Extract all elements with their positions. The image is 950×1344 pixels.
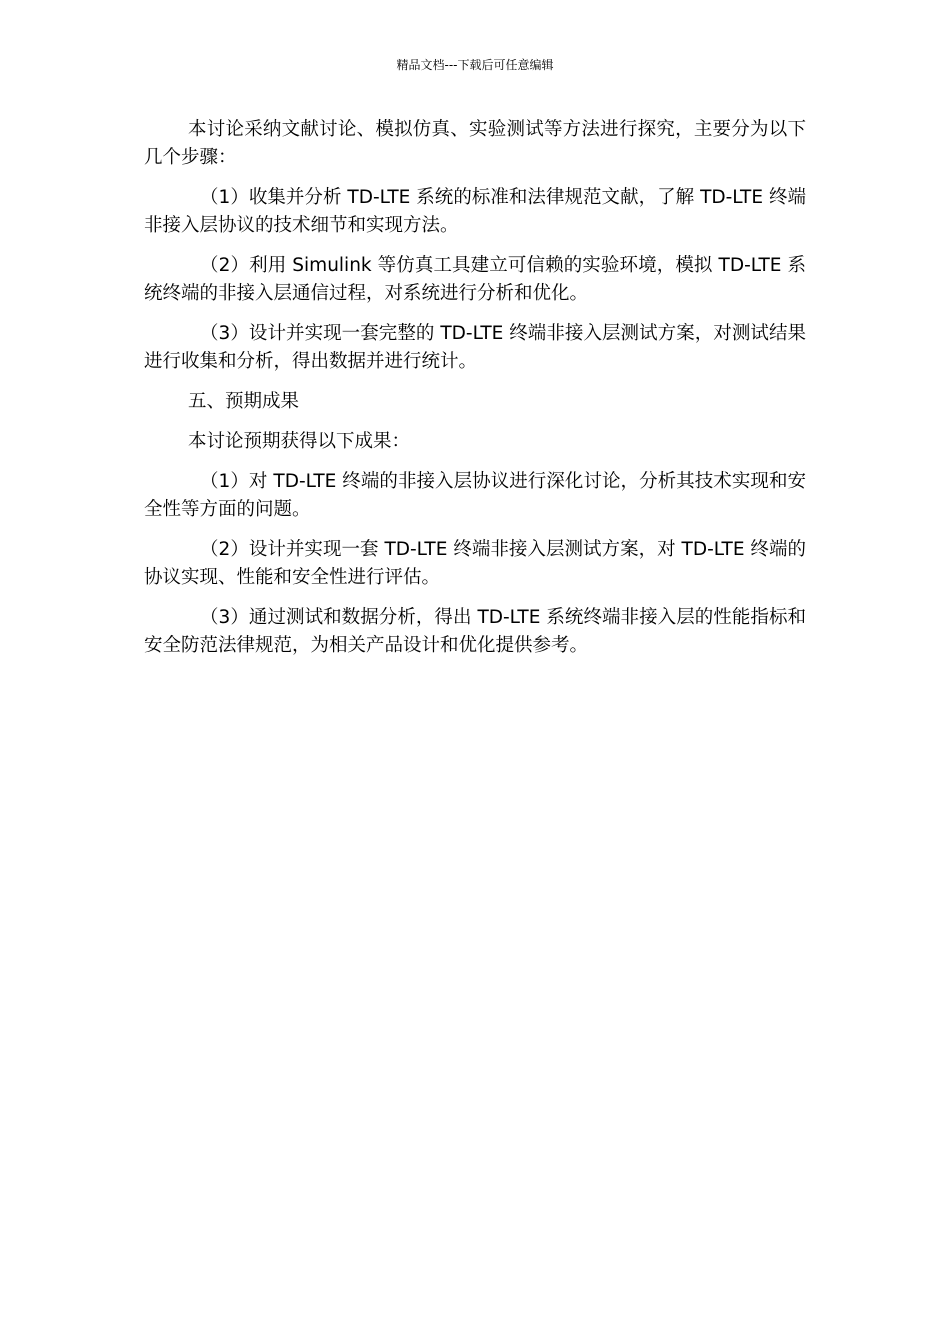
outcome-3-paragraph: （3）通过测试和数据分析，得出 TD-LTE 系统终端非接入层的性能指标和安全防范法律规范，为相关产品设计和优化提供参考。 [144,607,806,656]
document-body [144,116,806,672]
outcome-2-paragraph: （2）设计并实现一套 TD-LTE 终端非接入层测试方案，对 TD-LTE 终端的协议实现、性能和安全性进行评估。 [144,539,806,588]
outcome-1-paragraph: （1）对 TD-LTE 终端的非接入层协议进行深化讨论，分析其技术实现和安全性等方面的问题。 [144,471,806,520]
outcomes-intro-paragraph: 本讨论预期获得以下成果： [188,431,411,452]
intro-paragraph: 本讨论采纳文献讨论、模拟仿真、实验测试等方法进行探究，主要分为以下几个步骤： [144,119,806,168]
page-header: 精品文档---下载后可任意编辑 [396,58,554,72]
step-1-paragraph: （1）收集并分析 TD-LTE 系统的标准和法律规范文献，了解 TD-LTE 终端非接入层协议的技术细节和实现方法。 [144,187,806,236]
step-3-paragraph: （3）设计并实现一套完整的 TD-LTE 终端非接入层测试方案，对测试结果进行收集和分析，得出数据并进行统计。 [144,323,806,372]
step-2-paragraph: （2）利用 Simulink 等仿真工具建立可信赖的实验环境，模拟 TD-LTE 系统终端的非接入层通信过程，对系统进行分析和优化。 [144,255,806,304]
section-heading: 五、预期成果 [188,391,300,412]
